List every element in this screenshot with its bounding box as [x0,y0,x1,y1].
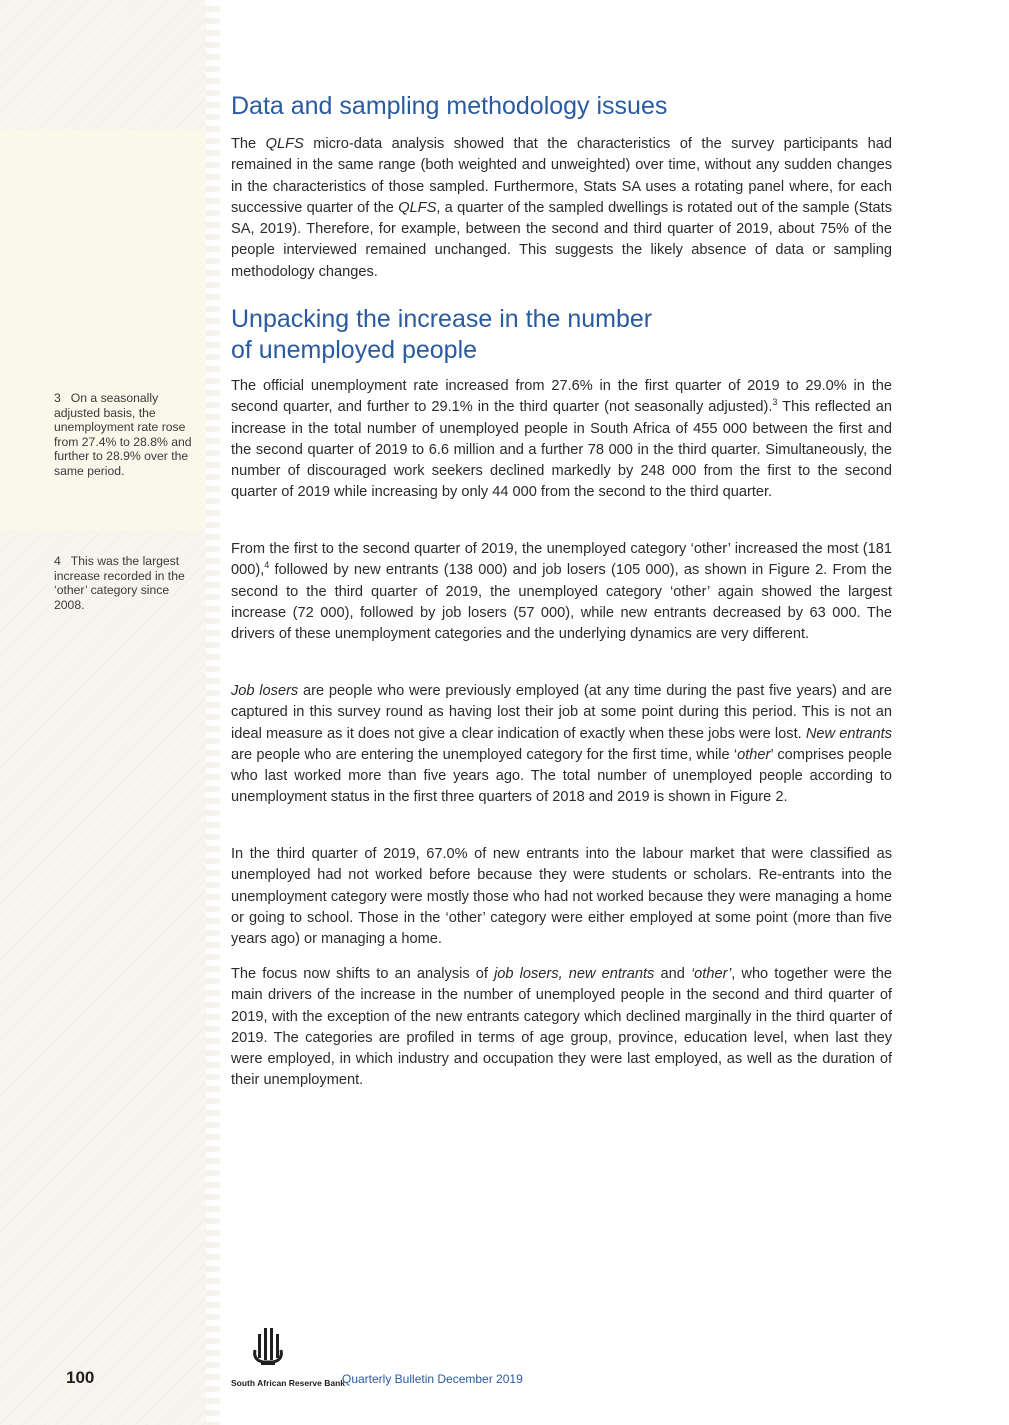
footnote-3 [54,391,194,478]
footnote-4 [54,554,194,612]
text-run: This reflected an increase in the total number of unemployed people in South Africa of 455 000 between the first and the second quarter of 2019 to 6.6 million and a further 78 000 in the third quarter. Simultaneously, the number of discouraged work seekers declined markedly by 248 000 from the first to the second quarter of 2019 while increasing by only 44 000 from the second to the third quarter. [231,399,892,501]
paragraph [231,964,892,1092]
margin-edge [206,0,220,1425]
footnote-ref: 4 [264,560,270,571]
paragraph [231,376,892,504]
text-run: ‘other’ [690,966,732,982]
text-run: In the third quarter of 2019, 67.0% of new entrants into the labour market that were classified as unemployed had not worked before because they were students or scholars. Re-entrants into the unemployment category were mostly those who had not worked because they were managing a home or going to school. Those in the ‘other’ category were either employed at some point (more than five years ago) or managing a home. [231,846,892,948]
text-run: The official unemployment rate increased from 27.6% in the first quarter of 2019 to 29.0% in the second quarter, and further to 29.1% in the third quarter (not seasonally adjusted). [231,378,892,416]
publication-title: Quarterly Bulletin December 2019 [342,1372,523,1386]
text-run: QLFS [265,136,304,152]
text-run: are people who are entering the unemployed category for the first time, while ‘ [231,746,738,763]
bank-name: South African Reserve Bank [231,1378,345,1388]
text-run: followed by new entrants (138 000) and job losers (105 000), as shown in Figure 2. From the second to the third quarter of 2019, the unemployed category ‘other’ again showed the largest increase (72 000), followed by job losers (57 000), while new entrants decreased by 63 000. The drivers of these unemployment categories and the underlying dynamics are very different. [231,562,892,643]
text-run: , who together were the main drivers of the increase in the number of unemployed people in the second and third quarter of 2019, with the exception of the new entrants category which declined marginally in the third quarter of 2019. The categories are profiled in terms of age group, province, education level, when last they were employed, in which industry and occupation they were last employed, as well as the duration of their unemployment. [231,966,892,1089]
text-run: From the first to the second quarter of 2019, the unemployed category ‘other’ increased the most (181 000), [231,541,892,579]
footnote-ref: 3 [772,397,778,408]
footnote-number: 4 [54,554,61,568]
section-heading: Data and sampling methodology issues [231,92,668,120]
heading-line: of unemployed people [231,336,478,364]
text-run: ’ comprises people who last worked more than five years ago. The total number of unemployed people according to unemployment status in the first three quarters of 2018 and 2019 is shown in Figure 2. [231,746,892,806]
text-run: micro-data analysis showed that the characteristics of the survey participants had remained in the same range (both weighted and unweighted) over time, without any sudden changes in the characteristics of those sampled. Furthermore, Stats SA uses a rotating panel where, for each successive quarter of the [231,136,893,216]
paragraph [231,539,892,645]
heading-line: Unpacking the increase in the number [231,305,653,333]
paragraph [231,134,892,283]
footnote-text: This was the largest increase recorded in the ‘other’ category since 2008. [54,554,185,612]
footnote-text: On a seasonally adjusted basis, the unemployment rate rose from 27.4% to 28.8% and further to 28.9% over the same period. [54,391,192,478]
page-number: 100 [66,1368,95,1387]
text-run: and [654,966,691,982]
text-run: New entrants [805,725,892,742]
section-heading [231,304,892,366]
text-run: The focus now shifts to an analysis of [231,966,495,982]
text-run: , a quarter of the sampled dwellings is rotated out of the sample (Stats SA, 2019). Therefore, for example, between the second and third quarter of 2019, about 75% of the people interviewed remained unchanged. This suggests the likely absence of data or sampling methodology changes. [231,199,892,280]
paragraph [231,681,892,809]
text-run: are people who were previously employed (at any time during the past five years) and are captured in this survey round as having lost their job at some point during this period. This is not an ideal measure as it does not give a clear indication of exactly when these jobs were lost. [231,683,892,742]
text-run: job losers, new entrants [494,966,655,982]
footnote-number: 3 [54,391,61,405]
paragraph [231,844,892,950]
text-run: QLFS [398,199,437,216]
text-run: Job losers [231,683,299,699]
text-run: other [737,746,771,763]
text-run: The [231,136,266,152]
